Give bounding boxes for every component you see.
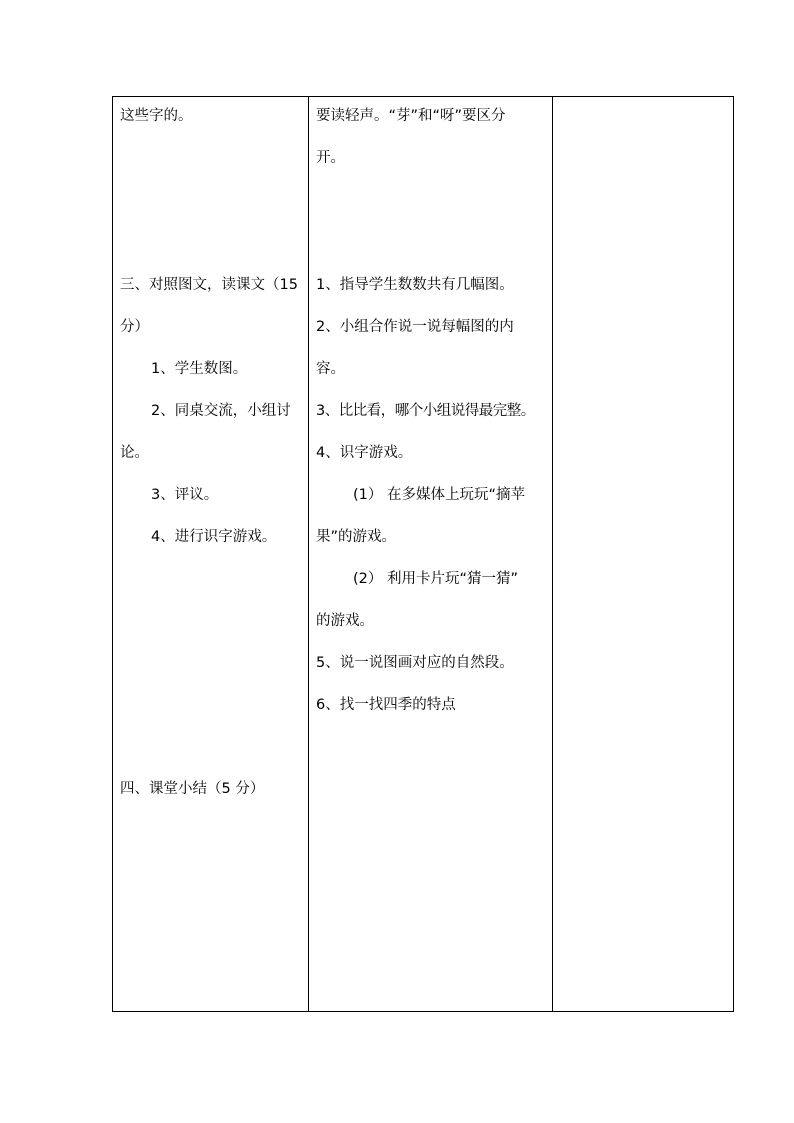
col2-line: 开。	[316, 150, 345, 166]
col2-line: 的游戏。	[316, 613, 374, 629]
col1-line: 这些字的。	[120, 108, 193, 124]
col2-line: 容。	[316, 361, 345, 377]
section-heading: 三、对照图文，读课文（15	[120, 277, 298, 293]
col1-line: 2、同桌交流，小组讨	[151, 403, 291, 419]
col1-line: 论。	[120, 445, 149, 461]
lesson-plan-table	[112, 96, 734, 1012]
teacher-guidance-column-cell	[309, 97, 553, 1012]
col1-line: 3、评议。	[151, 487, 219, 503]
table-row	[113, 97, 734, 1012]
col2-line: 3、比比看，哪个小组说得最完整。	[316, 403, 535, 419]
notes-column-cell	[553, 97, 734, 1012]
col2-line: 5、说一说图画对应的自然段。	[316, 655, 514, 671]
col2-line: 4、识字游戏。	[316, 445, 413, 461]
col2-line: 要读轻声。“芽”和“呀”要区分	[316, 108, 506, 124]
activity-column-cell	[113, 97, 309, 1012]
col1-line: 4、进行识字游戏。	[151, 529, 277, 545]
section-heading: 四、课堂小结（5 分）	[120, 781, 265, 797]
col1-line: 1、学生数图。	[151, 361, 248, 377]
col2-line: (2） 利用卡片玩“猜一猜”	[353, 571, 519, 587]
col2-line: 2、小组合作说一说每幅图的内	[316, 319, 514, 335]
col2-line: 果”的游戏。	[316, 529, 397, 545]
col2-line: (1） 在多媒体上玩玩“摘苹	[353, 487, 526, 503]
col2-line: 6、找一找四季的特点	[316, 697, 456, 713]
col2-line: 1、指导学生数数共有几幅图。	[316, 277, 514, 293]
col1-line: 分）	[120, 319, 149, 335]
